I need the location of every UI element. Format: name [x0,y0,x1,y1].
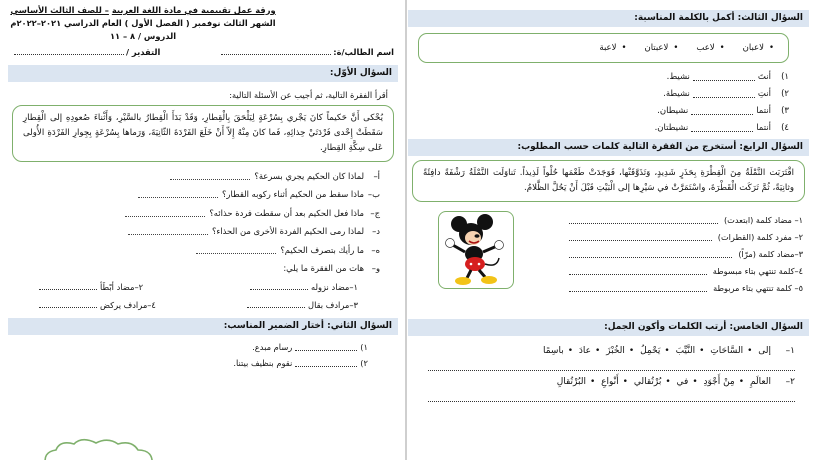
comprehension-question: د– لماذا رمى الحكيم الفردة الأخرى من الحذاء؟ [8,222,398,241]
ant-passage: اقْتَرَبَت النَّمْلَةُ مِنَ الْقِطْرَةِ بِحَذَرٍ شَدِيدٍ، وَتَذَوَّقَتْها، فَوَجَدَتْ طَعْمَها حُلْواً لَذِيذاً. تَناوَلَت النَّمْلَةُ رَشْفَةً دافِئَةً وثانِيَةً، ثُمَّ تَرَكَت الْقَطْرَةَ، واسْتَمَرَّتْ في سَيْرِها إلى الْبَيْتِ قَبْلَ أَنْ يَحُلَّ الظَّلامُ. [412,160,805,202]
answer-blank[interactable] [247,300,305,308]
word-bank-item: • لاعبان [743,43,774,53]
extract-item: ٣–مضاد كلمة (مرّاً) [569,245,809,262]
extract-list [569,211,809,296]
word-bank-item: • لاعبتان [644,43,678,53]
mickey-mouse-icon [441,214,511,286]
answer-line[interactable] [569,250,732,258]
question-4-title: السؤال الرابع: أستخرج من الفقرة التالية كلمات حسب المطلوب: [408,139,809,156]
mickey-mouse-illustration [438,211,514,289]
pronoun-row: ١) رسام مبدع. [252,341,368,352]
vocab-row: ١–مضاد نزوله ٢–مضاد أبْطَأ [8,278,398,296]
answer-line[interactable] [128,227,208,235]
comprehension-question: ه– ما رأيك بتصرف الحكيم؟ [8,241,398,260]
answer-blank[interactable] [39,300,97,308]
answer-blank[interactable] [693,90,755,98]
fill-row: ٤) أنتما نشيطتان. [654,122,789,133]
extract-item: ٢– مفرد كلمة (القطرات) [569,228,809,245]
question-5-title: السؤال الخامس: أرتب الكلمات وأكون الجمل: [408,319,809,336]
extract-item: ١– مضاد كلمة (ابتعدت) [569,211,809,228]
answer-line[interactable] [569,267,707,275]
grade-field[interactable] [14,47,124,55]
fill-row: ١) أنتَ نشيط. [666,71,789,82]
comprehension-question: أ– لماذا كان الحكيم يجري بسرعة؟ [8,167,398,186]
answer-blank[interactable] [295,343,357,351]
answer-blank[interactable] [691,107,753,115]
question-2-title: السؤال الثاني: أختار الضمير المناسب: [8,318,398,335]
answer-line[interactable] [170,172,250,180]
answer-line[interactable] [125,209,205,217]
extract-item: ٥– كلمة تنتهي بتاء مربوطة [569,279,809,296]
word-bank-item: • لاعب [696,43,724,53]
worksheet-header: ورقة عمل تقييمية في مادة اللغة العربية – للصف الثالث الأساسي الشهر الثالث نوفمبر ( الفصل الأول ) العام الدراسي ٢٠٢١–٢٠٢٢م الدروس / ٨ – ١١ [10,5,276,41]
answer-line[interactable] [569,216,718,224]
comprehension-question: ج– ماذا فعل الحكيم بعد أن سقطت فردة حذائه؟ [8,204,398,223]
word-bank-item: • لاعبة [599,43,626,53]
answer-blank[interactable] [691,124,753,132]
question-1-title: السؤال الأوّل: [8,65,398,82]
answer-line[interactable] [569,284,707,292]
order-row: ١– إلى • السَّاحَاتِ • النَّيِّبَ • يَحْمِلُ • الخُبْزَ • عادَ • باسِمًا [408,340,809,362]
cloud-decoration-icon [40,438,160,460]
fill-row: ٢) أنتِ نشيطة. [663,88,789,99]
answer-line[interactable] [428,393,795,402]
answer-line[interactable] [428,362,795,371]
extract-section [408,207,809,315]
answer-blank[interactable] [693,73,755,81]
answer-line[interactable] [196,246,276,254]
worksheet-page-left [0,0,404,460]
vocab-row: ٣–مرادف بقال ٤–مرادف يركض [8,296,398,314]
question-3-title: السؤال الثالث: أكمل بالكلمة المناسبة: [408,10,809,27]
wise-man-passage: يُحْكى أَنَّ حَكيماً كانَ يَجْري بِسُرْعَةٍ لِيَلْحَقَ بِالْقِطارِ، وَقَدْ بَدَأَ الْقِطارُ بالسَّيْرِ، وَأَثْناءَ صُعودِهِ إلى الْقِطارِ سَقَطَتْ إِحْدى فَرْدَتَيْ حِذائِهِ، فَما كانَ مِنْهُ إِلاّ أَنْ خَلَعَ الفَرْدَةَ الثّانِيَةَ، وَرَماها بِسُرْعَةٍ بِجِوارِ الفَرْدَةِ الأُولى عَلى سِكَّةِ القِطارِ. [12,105,394,162]
question-1-instruction: أقرأ الفقرة التالية، ثم أجيب عن الأسئلة التالية: [229,89,388,100]
answer-line[interactable] [138,190,218,198]
answer-blank[interactable] [295,359,357,367]
order-row: ٢– العالَمِ • مِنْ أَجْوَدِ • في • بُرْتُقالي • أَنْواعِ • البُرْتُقالِ [408,371,809,393]
answer-line[interactable] [569,233,712,241]
comprehension-question: و– هات من الفقرة ما يلي: [283,263,380,274]
worksheet-page-right [404,0,815,460]
pronoun-row: ٢) نقوم بنظيف بيتنا. [233,357,368,368]
fill-row: ٣) أنتما نشيطان. [657,105,789,116]
comprehension-question: ب– ماذا سقط من الحكيم أثناء ركوبه القطار؟ [8,185,398,204]
answer-blank[interactable] [39,282,97,290]
answer-blank[interactable] [250,282,308,290]
student-name-field[interactable] [221,47,331,55]
student-info-row: اسم الطالب/ة: التقدير / [8,47,398,57]
word-bank [418,33,789,63]
extract-item: ٤–كلمة تنتهي بتاء مبسوطة [569,262,809,279]
